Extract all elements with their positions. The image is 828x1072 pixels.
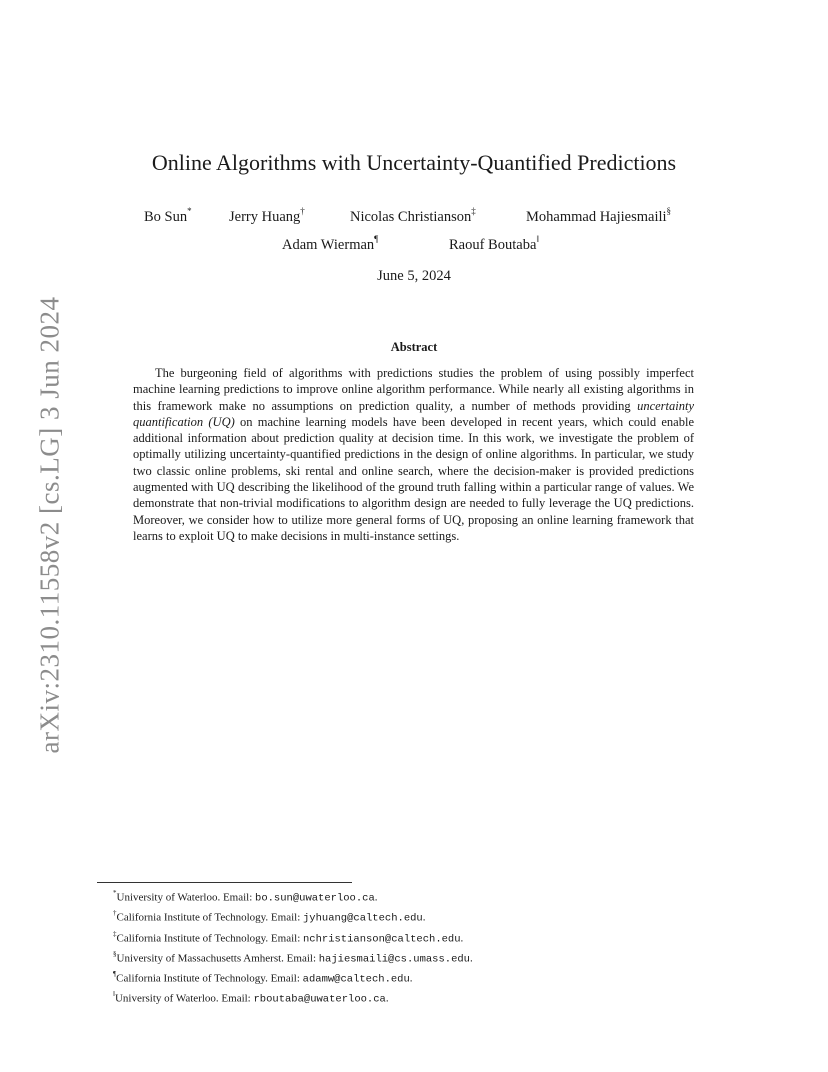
abstract-body: The burgeoning field of algorithms with predictions studies the problem of using possibly imperfect machine learning predictions to improve online algorithm performance. While nearly all existing algorithms in this framework make no assumptions on prediction quality, a number of methods providing uncertainty quantification (UQ) on machine learning models have been developed in recent years, which could enable additional information about prediction quality at decision time. In this work, we investigate the problem of optimally utilizing uncertainty-quantified predictions in the design of online algorithms. In particular, we study two classic online problems, ski rental and online search, where the decision-maker is provided predictions augmented with UQ describing the likelihood of the ground truth falling within a particular range of values. We demonstrate that non-trivial modifications to algorithm design are needed to fully leverage the UQ predictions. Moreover, we consider how to utilize more general forms of UQ, proposing an online learning framework that learns to exploit UQ to make decisions in multi-instance settings. xyxy=(133,366,695,543)
footnote-divider xyxy=(97,882,352,883)
footnote-jerry-huang: †California Institute of Technology. Email: jyhuang@caltech.edu. xyxy=(113,909,426,925)
footnote-nicolas-christianson: ‡California Institute of Technology. Email: nchristianson@caltech.edu. xyxy=(113,929,464,946)
abstract-heading: Abstract xyxy=(390,340,438,354)
email-link[interactable]: nchristianson@caltech.edu xyxy=(303,933,461,946)
paper-title: Online Algorithms with Uncertainty-Quantified Predictions xyxy=(151,150,677,175)
author-raouf-boutaba: Raouf Boutaba‖ xyxy=(449,234,539,253)
footnote-raouf-boutaba: ‖University of Waterloo. Email: rboutaba@uwaterloo.ca. xyxy=(113,990,389,1006)
footnotes xyxy=(113,887,733,1009)
author-bo-sun: Bo Sun* xyxy=(144,206,192,225)
email-link[interactable]: adamw@caltech.edu xyxy=(302,973,410,986)
author-jerry-huang: Jerry Huang† xyxy=(229,206,305,225)
author-adam-wierman: Adam Wierman¶ xyxy=(282,234,379,253)
footnote-adam-wierman: ¶California Institute of Technology. Email: adamw@caltech.edu. xyxy=(113,970,413,986)
email-link[interactable]: jyhuang@caltech.edu xyxy=(303,912,423,925)
publication-date: June 5, 2024 xyxy=(377,268,451,284)
abstract-emphasis: uncertainty quantification (UQ) xyxy=(133,398,694,429)
author-nicolas-christianson: Nicolas Christianson‡ xyxy=(350,206,476,225)
email-link[interactable]: bo.sun@uwaterloo.ca xyxy=(255,892,375,905)
footnote-bo-sun: *University of Waterloo. Email: bo.sun@uwaterloo.ca. xyxy=(113,889,378,905)
arxiv-identifier-stamp: arXiv:2310.11558v2 [cs.LG] 3 Jun 2024 xyxy=(34,296,65,754)
author-mohammad-hajiesmaili: Mohammad Hajiesmaili§ xyxy=(526,206,672,225)
email-link[interactable]: hajiesmaili@cs.umass.edu xyxy=(318,953,470,966)
footnote-mohammad-hajiesmaili: §University of Massachusetts Amherst. Email: hajiesmaili@cs.umass.edu. xyxy=(113,949,473,966)
email-link[interactable]: rboutaba@uwaterloo.ca xyxy=(253,993,386,1006)
